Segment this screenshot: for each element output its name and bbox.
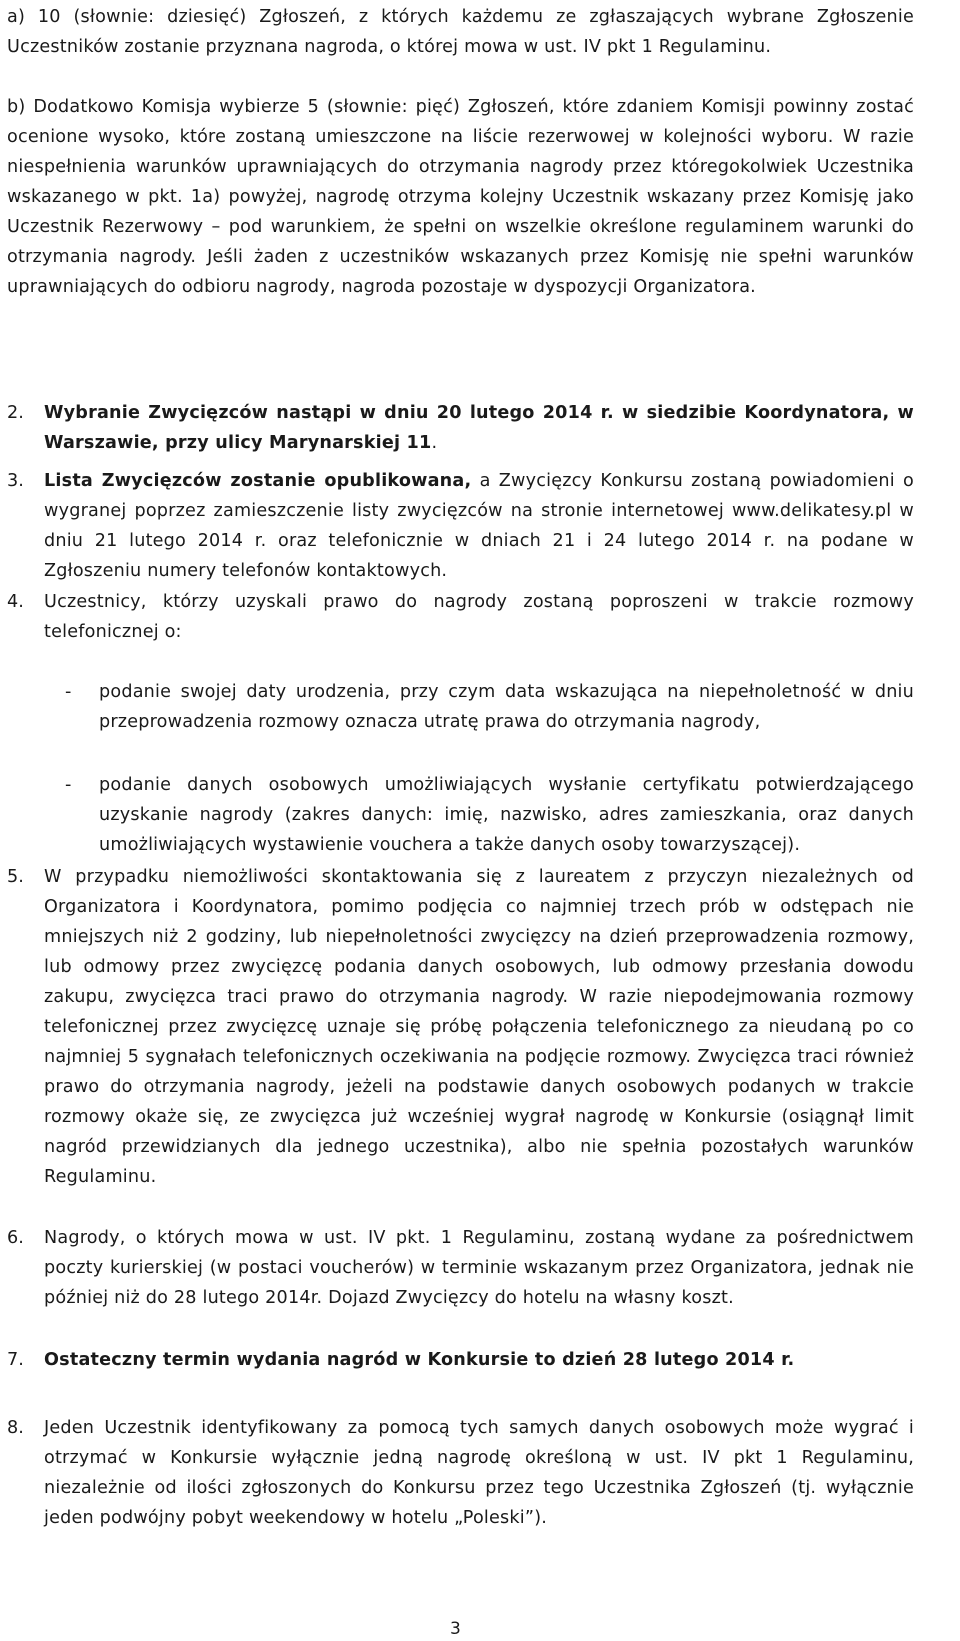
paragraph-a: a) 10 (słownie: dziesięć) Zgłoszeń, z których każdemu ze zgłaszających wybrane Zgłoszenie Uczestników zostanie przyznana nagroda, o której mowa w ust. IV pkt 1 Regulaminu. bbox=[7, 7, 914, 57]
item-number: 8. bbox=[7, 1418, 24, 1438]
sub-item-1: podanie swojej daty urodzenia, przy czym data wskazująca na niepełnoletność w dniu przeprowadzenia rozmowy oznacza utratę prawa do otrzymania nagrody, bbox=[99, 682, 914, 732]
item-text: . bbox=[431, 433, 438, 453]
item-number: 7. bbox=[7, 1350, 24, 1370]
item-number: 5. bbox=[7, 867, 24, 887]
item-text: W przypadku niemożliwości skontaktowania się z laureatem z przyczyn niezależnych od Organizatora i Koordynatora, pomimo podjęcia co najmniej trzech prób w odstępach nie mniejszych niż 2 godziny, lub niepełnoletności zwycięzcy na dzień przeprowadzenia rozmowy, lub odmowy przez zwycięzcę podania danych osobowych, lub odmowy przesłania dowodu zakupu, zwycięzca traci prawo do otrzymania nagrody. W razie niepodejmowania rozmowy telefonicznej przez zwycięzcę uznaje się próbę połączenia telefonicznego za nieudaną po co najmniej 5 sygnałach telefonicznych oczekiwania na podjęcie rozmowy. Zwycięzca traci również prawo do otrzymania nagrody, jeżeli na podstawie danych osobowych podanych w trakcie rozmowy okaże się, ze zwycięzca już wcześniej wygrał nagrodę w Konkursie (osiągnął limit nagród przewidzianych dla jednego uczestnika), albo nie spełnia pozostałych warunków Regulaminu. bbox=[44, 867, 914, 1187]
sub-item-2: podanie danych osobowych umożliwiających wysłanie certyfikatu potwierdzającego uzyskanie nagrody (zakres danych: imię, nazwisko, adres zamieszkania, oraz danych umożliwiających wystawienie vouchera a także danych osoby towarzyszącej). bbox=[99, 775, 914, 855]
sub-item-dash: - bbox=[65, 682, 72, 702]
item-text: a Zwycięzcy Konkursu zostaną powiadomieni o wygranej poprzez zamieszczenie listy zwycięzców na stronie internetowej www.delikatesy.pl w dniu 21 lutego 2014 r. oraz telefonicznie w dniach 21 i 24 lutego 2014 r. na podane w Zgłoszeniu numery telefonów kontaktowych. bbox=[44, 471, 914, 581]
item-bold-text: Ostateczny termin wydania nagród w Konkursie to dzień 28 lutego 2014 r. bbox=[44, 1350, 795, 1370]
item-text: Uczestnicy, którzy uzyskali prawo do nagrody zostaną poproszeni w trakcie rozmowy telefonicznej o: bbox=[44, 592, 914, 642]
item-number: 2. bbox=[7, 403, 24, 423]
item-number: 4. bbox=[7, 592, 24, 612]
sub-item-dash: - bbox=[65, 775, 72, 795]
item-number: 6. bbox=[7, 1228, 24, 1248]
item-4 bbox=[44, 587, 914, 647]
item-8 bbox=[44, 1413, 914, 1533]
item-bold-text: Lista Zwycięzców zostanie opublikowana, bbox=[44, 471, 472, 491]
item-5 bbox=[44, 862, 914, 1192]
item-2 bbox=[44, 398, 914, 458]
item-3 bbox=[44, 466, 914, 586]
item-bold-text: Wybranie Zwycięzców nastąpi w dniu 20 lutego 2014 r. w siedzibie Koordynatora, w Warszawie, przy ulicy Marynarskiej 11 bbox=[44, 403, 914, 453]
item-7 bbox=[44, 1345, 914, 1375]
item-6 bbox=[44, 1223, 914, 1313]
item-text: Nagrody, o których mowa w ust. IV pkt. 1 Regulaminu, zostaną wydane za pośrednictwem poczty kurierskiej (w postaci voucherów) w terminie wskazanym przez Organizatora, jednak nie później niż do 28 lutego 2014r. Dojazd Zwycięzcy do hotelu na własny koszt. bbox=[44, 1228, 914, 1308]
page-number: 3 bbox=[450, 1619, 461, 1639]
paragraph-b: b) Dodatkowo Komisja wybierze 5 (słownie: pięć) Zgłoszeń, które zdaniem Komisji powinny zostać ocenione wysoko, które zostaną umieszczone na liście rezerwowej w kolejności wyboru. W razie niespełnienia warunków uprawniających do otrzymania nagrody przez któregokolwiek Uczestnika wskazanego w pkt. 1a) powyżej, nagrodę otrzyma kolejny Uczestnik wskazany przez Komisję jako Uczestnik Rezerwowy – pod warunkiem, że spełni on wszelkie określone regulaminem warunki do otrzymania nagrody. Jeśli żaden z uczestników wskazanych przez Komisję nie spełni warunków uprawniających do odbioru nagrody, nagroda pozostaje w dyspozycji Organizatora. bbox=[7, 97, 914, 297]
item-number: 3. bbox=[7, 471, 24, 491]
item-text: Jeden Uczestnik identyfikowany za pomocą tych samych danych osobowych może wygrać i otrzymać w Konkursie wyłącznie jedną nagrodę określoną w ust. IV pkt 1 Regulaminu, niezależnie od ilości zgłoszonych do Konkursu przez tego Uczestnika Zgłoszeń (tj. wyłącznie jeden podwójny pobyt weekendowy w hotelu „Poleski”). bbox=[44, 1418, 914, 1528]
